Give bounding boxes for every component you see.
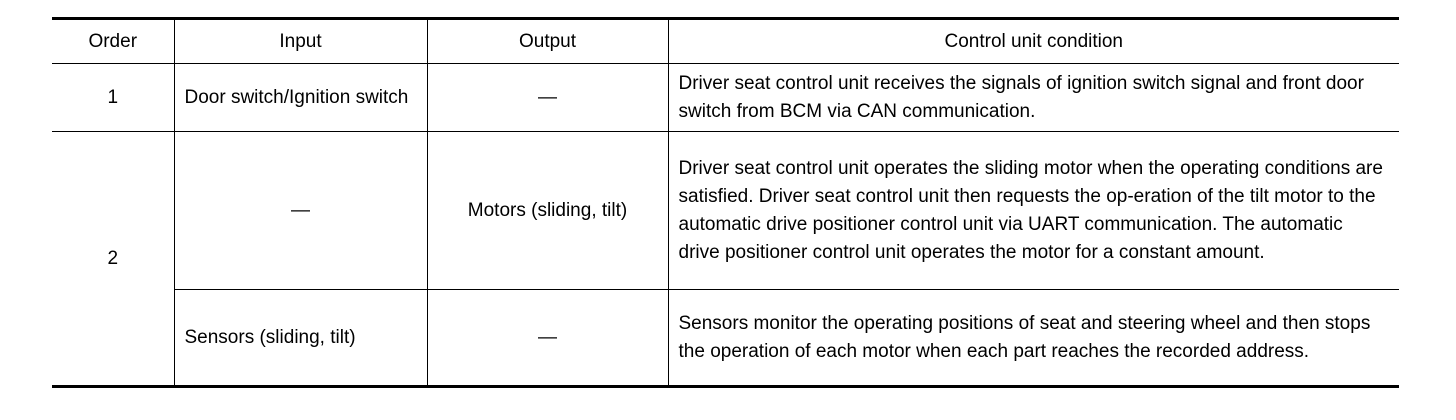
- cell-output: —: [427, 290, 668, 387]
- cell-input: Sensors (sliding, tilt): [174, 290, 427, 387]
- cell-condition: Driver seat control unit receives the signals of ignition switch signal and front door switch from BCM via CAN communication.: [668, 64, 1399, 132]
- cell-condition: Driver seat control unit operates the sliding motor when the operating conditions are satisfied. Driver seat control unit then requests the op-eration of the tilt motor to the automatic drive positioner control unit via UART communication. The automatic drive positioner control unit operates the motor for a constant amount.: [668, 132, 1399, 290]
- header-input: Input: [174, 19, 427, 64]
- cell-output: Motors (sliding, tilt): [427, 132, 668, 290]
- control-sequence-table: [52, 17, 1399, 388]
- header-output: Output: [427, 19, 668, 64]
- table-row: [52, 64, 1399, 132]
- cell-order: 2: [52, 132, 174, 387]
- header-condition: Control unit condition: [668, 19, 1399, 64]
- cell-order: 1: [52, 64, 174, 132]
- header-order: Order: [52, 19, 174, 64]
- cell-input: —: [174, 132, 427, 290]
- header-row: [52, 19, 1399, 64]
- cell-condition: Sensors monitor the operating positions of seat and steering wheel and then stops the operation of each motor when each part reaches the recorded address.: [668, 290, 1399, 387]
- table-row: [52, 132, 1399, 290]
- cell-output: —: [427, 64, 668, 132]
- cell-input: Door switch/Ignition switch: [174, 64, 427, 132]
- table-row: [52, 290, 1399, 387]
